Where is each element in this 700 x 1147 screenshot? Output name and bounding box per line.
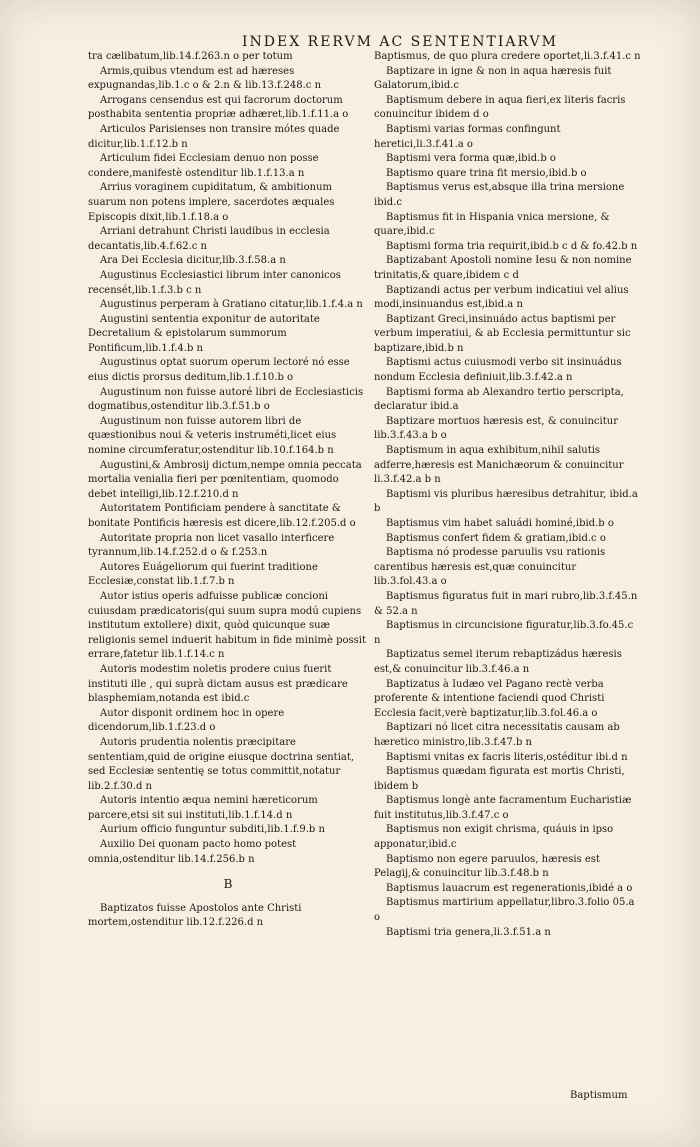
index-entry: Baptismus confert fidem & gratiam,ibid.c o [386,532,606,544]
index-entry: Armis,quibus vtendum est ad hæreses expugnandas,lib.1.c o & 2.n & lib.13.f.248.c n [88,65,322,92]
index-entry: Ara Dei Ecclesia dicitur,lib.3.f.58.a n [100,255,286,267]
index-entry: Auxilio Dei quonam pacto homo potest omnia,ostenditur lib.14.f.256.b n [88,839,297,865]
index-entry: Autoris prudentia nolentis præcipitare sententiam,quid de origine eiusque doctrina sentiat, sed Ecclesiæ sententię se totus committit,notatur lib.2.f.30.d n [88,736,355,792]
index-entry: Autoris modestim noletis prodere cuius fuerit instituti ille , qui suprà dictam ausus est prædicare blasphemiam,notanda est ibid.c [88,663,348,705]
index-entry: Baptismi forma ab Alexandro tertio perscripta, declaratur ibid.a [374,386,624,413]
index-entry: Augustini,& Ambrosij dictum,nempe omnia peccata mortalia venialia fieri per pœnitentiam, quomodo debet intelligi,lib.12.f.210.d n [88,459,362,500]
section-letter: B [223,877,233,892]
index-entry: Baptismi actus cuiusmodi verbo sit insinuádus nondum Ecclesia definiuit,lib.3.f.42.a n [374,357,622,384]
index-entry: Baptismi forma tria requirit,ibid.b c d & fo.42.b n [386,240,638,252]
index-entry: Baptismus non exigit chrisma, quáuis in ipso apponatur,ibid.c [374,824,614,851]
index-entry: Baptisma nó prodesse paruulis vsu rationis carentibus hæresis est,quæ conuincitur lib.3.fol.43.a o [374,547,606,588]
index-entry: Arriani detrahunt Christi laudibus in ecclesia decantatis,lib.4.f.62.c n [88,226,330,252]
index-entry: Baptizare in igne & non in aqua hæresis fuit Galatorum,ibid.c [374,65,612,92]
index-entry: Baptismi varias formas confingunt heretici,li.3.f.41.a o [374,123,561,150]
index-column-left [88,50,368,931]
index-entry: Baptismus martirium appellatur,libro.3.folio 05.a o [374,897,635,924]
index-entry: tra cælibatum,lib.14.f.263.n o per totum [88,51,293,62]
index-entry: Baptismo quare trina fit mersio,ibid.b o [386,167,587,179]
index-entry: Augustinus Ecclesiastici librum inter canonicos recensét,lib.1.f.3.b c n [88,269,341,296]
index-entry: Baptismi vera forma quæ,ibid.b o [386,153,556,165]
index-entry: Baptismi vnitas ex facris literis,ostéditur ibi.d n [386,751,628,763]
index-entry: Autores Euágeliorum qui fuerint traditione Ecclesiæ,constat lib.1.f.7.b n [88,561,318,588]
index-entry: Baptizant Greci,insinuádo actus baptismi per verbum imperatiui, & ab Ecclesia permittuntur sic baptizare,ibid.b n [374,313,631,354]
index-entry: Baptismus figuratus fuit in mari rubro,lib.3.f.45.n & 52.a n [374,590,638,617]
index-entry: Articulos Parisienses non transire mótes quade dicitur,lib.1.f.12.b n [88,123,340,150]
index-entry: Baptismus lauacrum est regenerationis,ibidé a o [386,882,633,894]
index-entry: Baptismum in aqua exhibitum,nihil salutis adferre,hæresis est Manichæorum & conuincitur li.3.f.42.a b n [374,445,624,486]
index-entry: Baptismus fit in Hispania vnica mersione, & quare,ibid.c [374,211,610,238]
index-entry: Augustini sententia exponitur de autoritate Decretalium & epistolarum summorum Pontificum,lib.1.f.4.b n [88,313,320,354]
index-entry: Baptizatos fuisse Apostolos ante Christi mortem,ostenditur lib.12.f.226.d n [88,902,302,929]
index-entry: Baptismus longè ante facramentum Eucharistiæ fuit institutus,lib.3.f.47.c o [374,795,632,821]
catchword: Baptismum [570,1090,628,1101]
index-entry: Baptismus quædam figurata est mortis Christi, ibidem b [374,766,625,792]
index-entry: Autor istius operis adfuisse publicæ concioni cuiusdam prædicatoris(qui suum supra modú cupiens institutum extollere) dixit, quòd quicunque suæ religionis semel induerit habitum in fide minimè possit errare,fatetur lib.1.f.14.c n [88,590,366,661]
index-entry: Augustinum non fuisse autorem libri de quæstionibus noui & veteris instruméti,licet eius nomine circumferatur,ostenditur lib.10.f.164.b n [88,415,337,457]
index-entry: Autoris intentio æqua nemini hæreticorum parcere,etsi sit sui instituti,lib.1.f.14.d n [88,795,318,821]
index-entry: Baptizandi actus per verbum indicatiui vel alius modi,insinuandus est,ibid.a n [374,284,629,311]
index-entry: Arrius voraginem cupiditatum, & ambitionum suarum non potens implere, sacerdotes æquales Episcopis dixit,lib.1.f.18.a o [88,182,335,223]
index-entry: Baptismus vim habet saluádi hominé,ibid.b o [386,518,614,529]
index-entry: Arrogans censendus est qui facrorum doctorum posthabita sententia propriæ adhæret,lib.1.f.11.a o [88,94,349,121]
index-entry: Augustinus optat suorum operum lectoré nó esse eius dictis prorsus deditum,lib.1.f.10.b o [88,357,350,384]
index-entry: Augustinum non fuisse autoré libri de Ecclesiasticis dogmatibus,ostenditur lib.3.f.51.b o [88,386,364,413]
page-header-title: INDEX RERVM AC SENTENTIARVM [242,34,558,50]
index-entry: Baptismi tria genera,li.3.f.51.a n [386,926,551,938]
index-entry: Aurium officio funguntur subditi,lib.1.f.9.b n [100,824,325,836]
index-entry: Baptismus verus est,absque illa trina mersione ibid.c [374,182,625,208]
index-entry: Articulum fidei Ecclesiam denuo non posse condere,manifestè ostenditur lib.1.f.13.a n [88,153,319,179]
index-entry: Autoritate propria non licet vasallo interficere tyrannum,lib.14.f.252.d o & f.253.n [88,532,335,559]
index-entry: Autor disponit ordinem hoc in opere dicendorum,lib.1.f.23.d o [88,707,285,734]
index-entry: Baptismo non egere paruulos, hæresis est Pelagij,& conuincitur lib.3.f.48.b n [374,853,600,880]
index-entry: Baptizare mortuos hæresis est, & conuincitur lib.3.f.43.a b o [374,415,618,442]
index-entry: Baptizari nó licet citra necessitatis causam ab hæretico ministro,lib.3.f.47.b n [374,722,620,748]
index-entry: Baptismus, de quo plura credere oportet,li.3.f.41.c n [374,51,641,62]
index-entry: Baptismum debere in aqua fieri,ex literis facris conuincitur ibidem d o [374,94,626,121]
index-entry: Autoritatem Pontificiam pendere à sanctitate & bonitate Pontificis hæresis est dicere,lib.12.f.205.d o [88,503,356,529]
index-entry: Baptizatus à Iudæo vel Pagano rectè verba proferente & intentione faciendi quod Christi Ecclesia facit,verè baptizatur,lib.3.fol.46.a o [374,678,605,719]
index-entry: Baptismus in circuncisione figuratur,lib.3.fo.45.c n [374,620,634,646]
index-entry: Augustinus perperam à Gratiano citatur,lib.1.f.4.a n [100,299,363,311]
index-entry: Baptismi vis pluribus hæresibus detrahitur, ibid.a b [374,488,638,515]
index-column-right [374,50,642,940]
index-entry: Baptizatus semel iterum rebaptizádus hæresis est,& conuincitur lib.3.f.46.a n [374,649,622,675]
index-entry: Baptizabant Apostoli nomine Iesu & non nomine trinitatis,& quare,ibidem c d [374,255,632,281]
